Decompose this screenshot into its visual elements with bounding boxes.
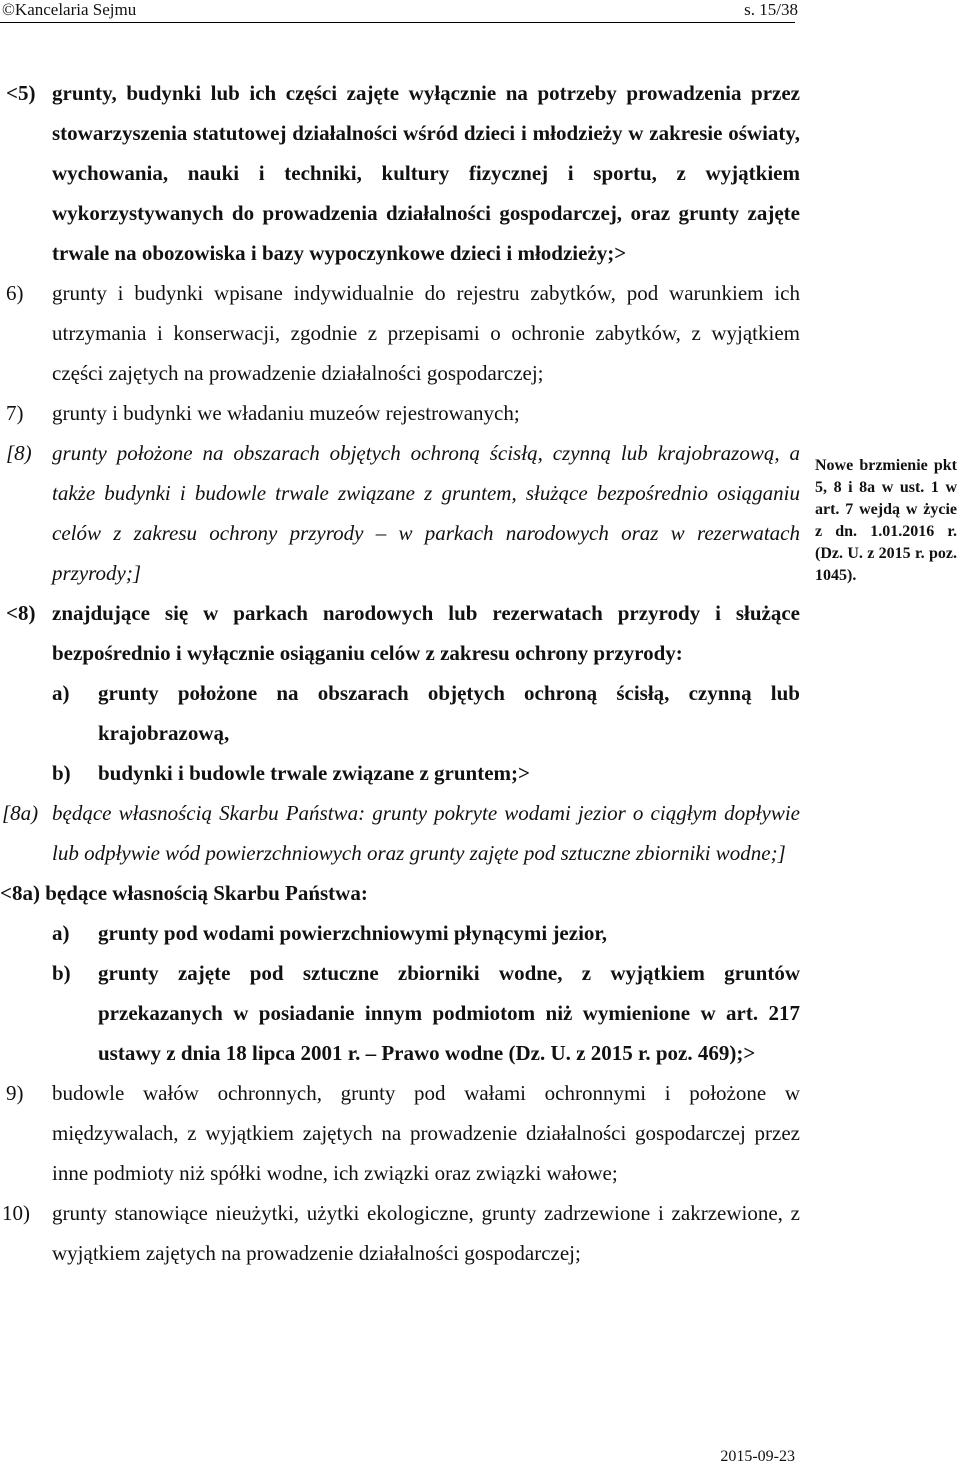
item-number: 7): [6, 401, 24, 425]
header-divider: [0, 22, 795, 23]
item-number: <8): [6, 601, 36, 625]
item-text: grunty i budynki we władaniu muzeów rejestrowanych;: [52, 401, 520, 425]
document-body: [0, 73, 800, 1273]
sub-item-8a-a: [0, 913, 800, 953]
sub-item-text: budynki i budowle trwale związane z gruntem;>: [98, 761, 530, 785]
item-number: 9): [6, 1081, 24, 1105]
list-item-8a-old: [0, 793, 800, 873]
list-item-8a-new: [0, 873, 800, 913]
copyright-text: ©Kancelaria Sejmu: [2, 0, 137, 19]
footer-date: 2015-09-23: [720, 1448, 795, 1465]
sub-item-text: grunty położone na obszarach objętych ochroną ścisłą, czynną lub krajobrazową,: [98, 681, 800, 745]
list-item-8-new: [0, 593, 800, 673]
list-item-9: [0, 1073, 800, 1193]
item-text: będące własnością Skarbu Państwa: grunty pokryte wodami jezior o ciągłym dopływie lub odpływie wód powierzchniowych oraz grunty zajęte pod sztuczne zbiorniki wodne;]: [52, 801, 800, 865]
item-number: [8a): [2, 801, 39, 825]
item-text: grunty, budynki lub ich części zajęte wyłącznie na potrzeby prowadzenia przez stowarzyszenia statutowej działalności wśród dzieci i młodzieży w zakresie oświaty, wychowania, nauki i techniki, kultury fizycznej i sportu, z wyjątkiem wykorzystywanych do prowadzenia działalności gospodarczej, oraz grunty zajęte trwale na obozowiska i bazy wypoczynkowe dzieci i młodzieży;>: [52, 81, 800, 265]
list-item-10: [0, 1193, 800, 1273]
list-item-6: [0, 273, 800, 393]
page-number: s. 15/38: [744, 0, 798, 19]
sub-item-letter: a): [52, 921, 70, 945]
sub-item-text: grunty zajęte pod sztuczne zbiorniki wodne, z wyjątkiem gruntów przekazanych w posiadanie innym podmiotom niż wymienione w art. 217 ustawy z dnia 18 lipca 2001 r. – Prawo wodne (Dz. U. z 2015 r. poz. 469);>: [98, 961, 800, 1065]
item-number: <5): [6, 81, 36, 105]
sub-item-8-a: [0, 673, 800, 753]
item-text: budowle wałów ochronnych, grunty pod wałami ochronnymi i położone w międzywalach, z wyjątkiem zajętych na prowadzenie działalności gospodarczej przez inne podmioty niż spółki wodne, ich związki oraz związki wałowe;: [52, 1081, 800, 1185]
margin-note: Nowe brzmienie pkt 5, 8 i 8a w ust. 1 w art. 7 wejdą w życie z dn. 1.01.2016 r. (Dz. U. z 2015 r. poz. 1045).: [815, 457, 957, 584]
list-item-5: [0, 73, 800, 273]
item-number: [8): [6, 441, 32, 465]
item-text: grunty stanowiące nieużytki, użytki ekologiczne, grunty zadrzewione i zakrzewione, z wyjątkiem zajętych na prowadzenie działalności gospodarczej;: [52, 1201, 800, 1265]
item-text: będące własnością Skarbu Państwa:: [45, 881, 368, 905]
item-text: grunty położone na obszarach objętych ochroną ścisłą, czynną lub krajobrazową, a także budynki i budowle trwale związane z gruntem, służące bezpośrednio osiąganiu celów z zakresu ochrony przyrody – w parkach narodowych oraz w rezerwatach przyrody;]: [52, 441, 800, 585]
sub-item-8a-b: [0, 953, 800, 1073]
list-item-7: [0, 393, 800, 433]
sub-item-letter: b): [52, 961, 71, 985]
item-number: 10): [2, 1201, 30, 1225]
sub-item-8-b: [0, 753, 800, 793]
sub-item-letter: a): [52, 681, 70, 705]
page-header: [0, 0, 960, 20]
item-number: 6): [6, 281, 24, 305]
item-text: grunty i budynki wpisane indywidualnie do rejestru zabytków, pod warunkiem ich utrzymania i konserwacji, zgodnie z przepisami o ochronie zabytków, z wyjątkiem części zajętych na prowadzenie działalności gospodarczej;: [52, 281, 800, 385]
item-text: znajdujące się w parkach narodowych lub rezerwatach przyrody i służące bezpośrednio i wyłącznie osiąganiu celów z zakresu ochrony przyrody:: [52, 601, 800, 665]
item-number: <8a): [0, 881, 40, 905]
sub-item-text: grunty pod wodami powierzchniowymi płynącymi jezior,: [98, 921, 608, 945]
list-item-8-old: [0, 433, 800, 593]
sub-item-letter: b): [52, 761, 71, 785]
